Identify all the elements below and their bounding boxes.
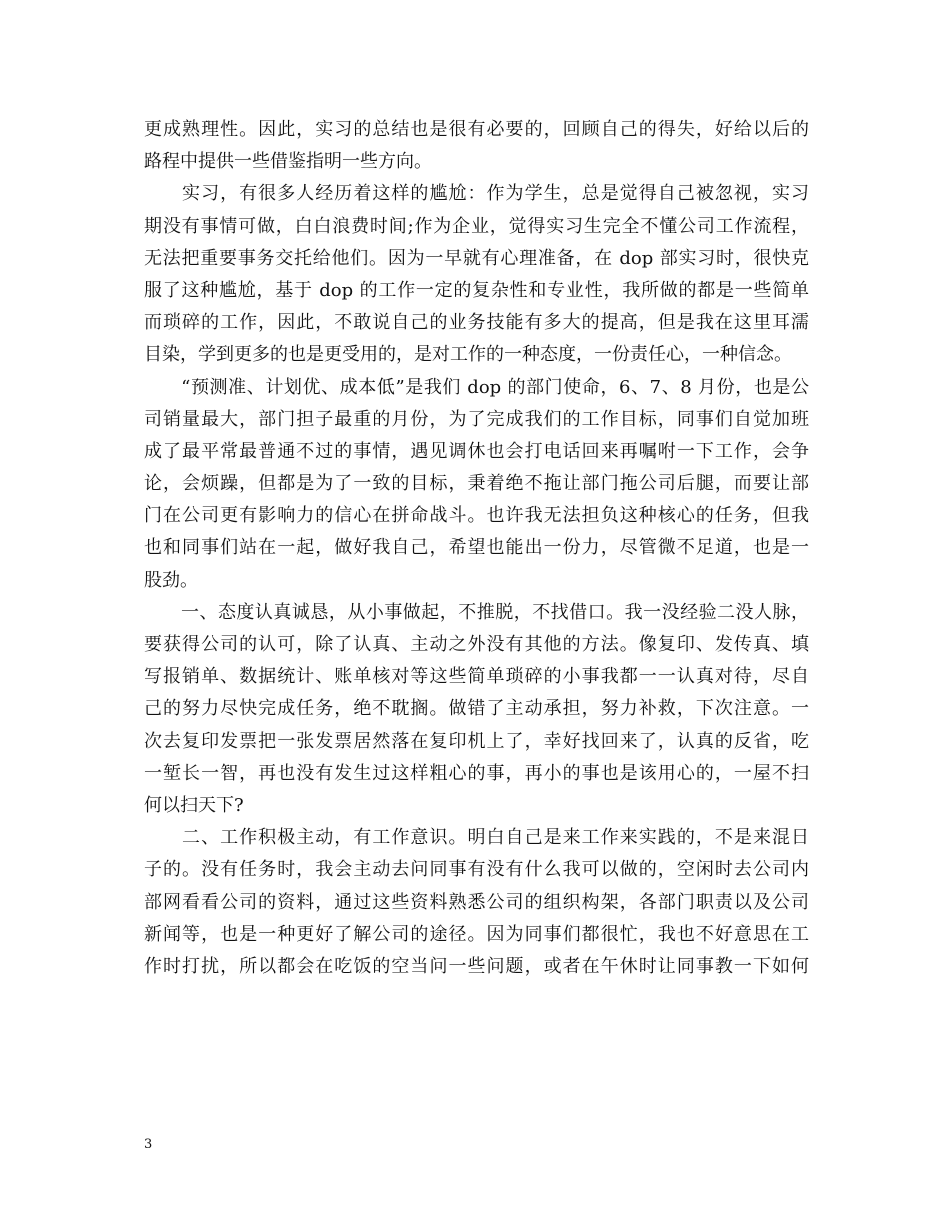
page-number: 3 — [144, 1137, 153, 1152]
text-line: 服了这种尴尬，基于 dop 的工作一定的复杂性和专业性，我所做的都是一些简单 — [144, 279, 809, 301]
text-line: 写报销单、数据统计、账单核对等这些简单琐碎的小事我都一一认真对待，尽自 — [144, 666, 809, 688]
text-line: 目染，学到更多的也是更受用的，是对工作的一种态度，一份责任心，一种信念。 — [144, 344, 792, 366]
text-line: 论，会烦躁，但都是为了一致的目标，秉着绝不拖让部门拖公司后腿，而要让部 — [144, 473, 809, 495]
text-line: 二、工作积极主动，有工作意识。明白自己是来工作来实践的，不是来混日 — [144, 827, 809, 849]
text-line: 一堑长一智，再也没有发生过这样粗心的事，再小的事也是该用心的，一屋不扫 — [144, 762, 809, 784]
text-line: “预测准、计划优、成本低”是我们 dop 的部门使命，6、7、8 月份，也是公 — [144, 376, 809, 398]
text-line: 司销量最大，部门担子最重的月份，为了完成我们的工作目标，同事们自觉加班 — [144, 408, 809, 430]
text-line: 要获得公司的认可，除了认真、主动之外没有其他的方法。像复印、发传真、填 — [144, 634, 809, 655]
text-line: 股劲。 — [144, 569, 198, 591]
text-line: 部网看看公司的资料，通过这些资料熟悉公司的组织构架，各部门职责以及公司 — [144, 891, 809, 913]
text-line: 期没有事情可做，白白浪费时间;作为企业，觉得实习生完全不懂公司工作流程， — [144, 215, 809, 237]
text-line: 也和同事们站在一起，做好我自己，希望也能出一份力，尽管微不足道，也是一 — [144, 537, 809, 559]
body-text — [144, 114, 809, 983]
text-line: 一、态度认真诚恳，从小事做起，不推脱，不找借口。我一没经验二没人脉， — [144, 601, 809, 623]
text-line: 成了最平常最普通不过的事情，遇见调休也会打电话回来再嘱咐一下工作，会争 — [144, 440, 809, 462]
text-line: 而琐碎的工作，因此，不敢说自己的业务技能有多大的提高，但是我在这里耳濡 — [144, 312, 809, 334]
text-line: 无法把重要事务交托给他们。因为一早就有心理准备，在 dop 部实习时，很快克 — [144, 247, 809, 269]
text-line: 实习，有很多人经历着这样的尴尬：作为学生，总是觉得自己被忽视，实习 — [144, 183, 809, 205]
text-line: 门在公司更有影响力的信心在拼命战斗。也许我无法担负这种核心的任务，但我 — [144, 505, 809, 527]
text-line: 更成熟理性。因此，实习的总结也是很有必要的，回顾自己的得失，好给以后的 — [144, 119, 809, 140]
text-line: 新闻等，也是一种更好了解公司的途径。因为同事们都很忙，我也不好意思在工 — [144, 923, 809, 945]
text-line: 己的努力尽快完成任务，绝不耽搁。做错了主动承担，努力补救，下次注意。一 — [144, 698, 809, 720]
text-line: 次去复印发票把一张发票居然落在复印机上了，幸好找回来了，认真的反省，吃 — [144, 730, 809, 752]
text-line: 路程中提供一些借鉴指明一些方向。 — [144, 151, 432, 173]
text-line: 何以扫天下? — [144, 794, 244, 816]
text-line: 作时打扰，所以都会在吃饭的空当问一些问题，或者在午休时让同事教一下如何 — [144, 955, 809, 977]
text-line: 子的。没有任务时，我会主动去问同事有没有什么我可以做的，空闲时去公司内 — [144, 859, 809, 881]
